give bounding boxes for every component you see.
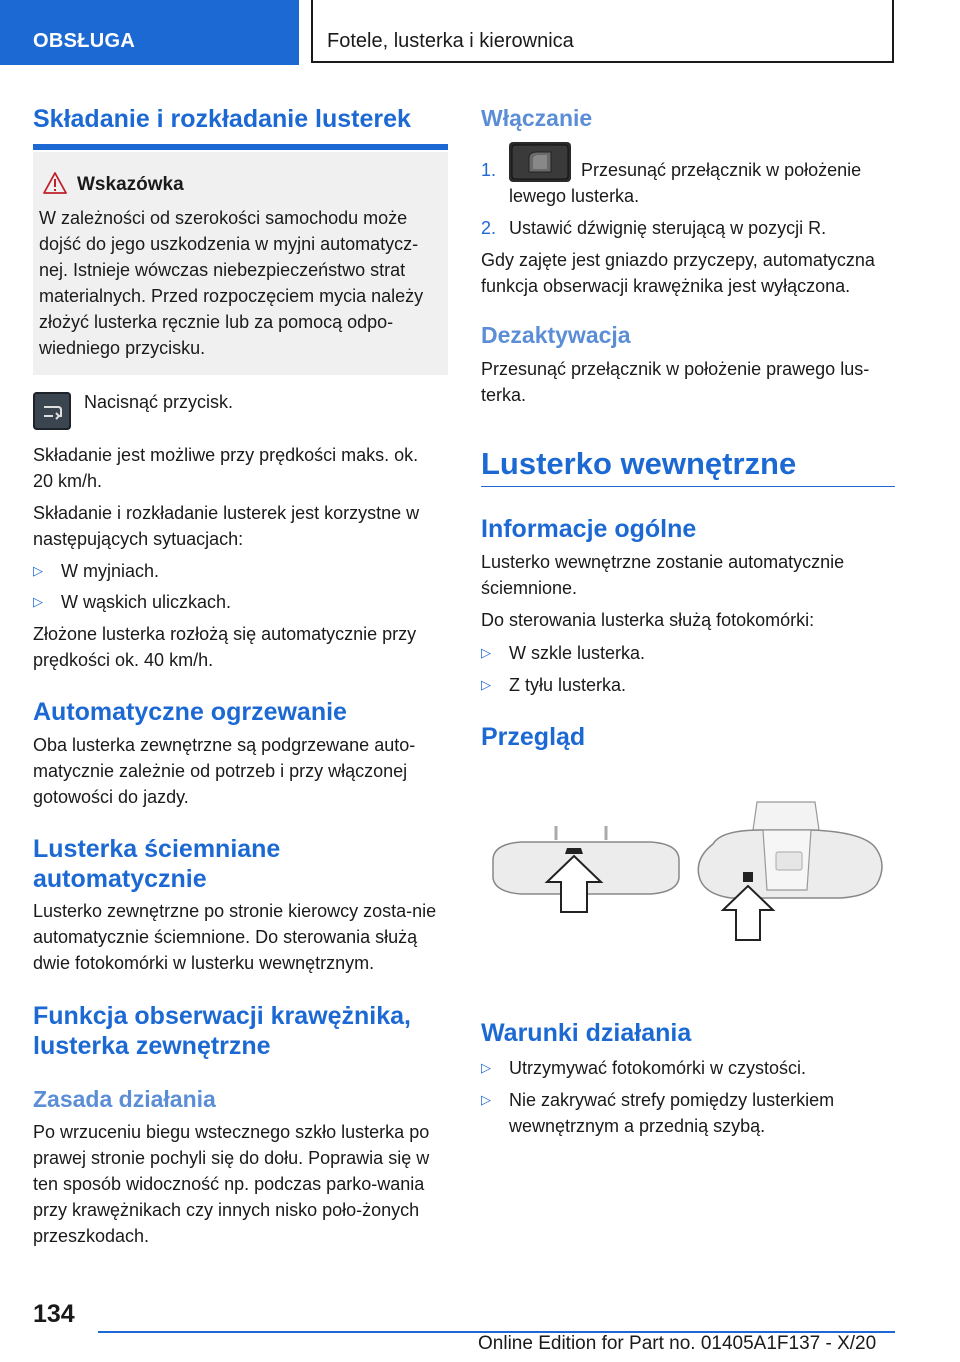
heading-rule (33, 144, 448, 150)
page-number: 134 (33, 1300, 75, 1328)
press-button-text: Nacisnąć przycisk. (84, 392, 234, 412)
section-title: OBSŁUGA (33, 30, 136, 52)
mirror-switch-icon (509, 142, 571, 182)
chapter-tab (311, 0, 894, 63)
note-box (33, 152, 448, 375)
step-1-text: Przesunąć przełącznik w położenie (581, 160, 862, 180)
heading-heating: Automatyczne ogrzewanie (33, 698, 347, 726)
heading-inner-mirror: Lusterko wewnętrzne (481, 446, 797, 481)
triangle-bullet-icon: ▷ (481, 645, 491, 660)
heading-folding: Składanie i rozkładanie lusterek (33, 105, 411, 133)
triangle-bullet-icon: ▷ (481, 1092, 491, 1107)
triangle-bullet-icon: ▷ (33, 594, 43, 609)
heating-text: Oba lusterka zewnętrzne są podgrzewane auto-matycznie zależnie od potrzeb i przy włączonej gotowości do jazdy. (33, 735, 416, 807)
triangle-bullet-icon: ▷ (481, 677, 491, 692)
heading-dimming-1: Lusterka ściemniane (33, 835, 281, 863)
chapter-title: Fotele, lusterka i kierownica (327, 30, 574, 52)
fold-useful-text: Składanie i rozkładanie lusterek jest korzystne w następujących sytuacjach: (33, 503, 420, 549)
heading-conditions: Warunki działania (481, 1019, 692, 1047)
heading-overview: Przegląd (481, 723, 586, 751)
dimming-text: Lusterko zewnętrzne po stronie kierowcy zosta-nie automatycznie ściemnione. Do sterowania służą dwie fotokomórki w lusterku wewnętrznym. (33, 901, 437, 973)
unfold-auto-text: Złożone lusterka rozłożą się automatycznie przy prędkości ok. 40 km/h. (33, 624, 417, 670)
heading-curb-1: Funkcja obserwacji krawężnika, (33, 1002, 411, 1030)
heading-curb-2: lusterka zewnętrzne (33, 1032, 271, 1060)
heading-general: Informacje ogólne (481, 515, 697, 543)
fold-speed-text: Składanie jest możliwe przy prędkości maks. ok. 20 km/h. (33, 445, 419, 491)
warning-icon (43, 171, 67, 195)
note-text: W zależności od szerokości samochodu może dojść do jego uszkodzenia w myjni automatycz-nej. Istnieje wówczas niebezpieczeństwo strat materialnych. Przed rozpoczęciem mycia należy złożyć lusterka ręcznie lub za pomocą odpo-wiedniego przycisku. (39, 208, 424, 358)
general-text: Lusterko wewnętrzne zostanie automatycznie ściemnione. (481, 552, 845, 598)
note-title: Wskazówka (77, 174, 184, 195)
heading-dimming-2: automatycznie (33, 865, 207, 893)
heading-on: Włączanie (481, 105, 593, 131)
inner-mirror-illustration (481, 800, 895, 950)
trailer-text: Gdy zajęte jest gniazdo przyczepy, automatyczna funkcja obserwacji krawężnika jest wyłączona. (481, 250, 875, 296)
step-1-text-cont: lewego lusterka. (509, 186, 640, 206)
heading-principle: Zasada działania (33, 1086, 216, 1112)
control-text: Do sterowania lusterka służą fotokomórki: (481, 610, 815, 630)
section-tab (0, 0, 299, 65)
triangle-bullet-icon: ▷ (481, 1060, 491, 1075)
triangle-bullet-icon: ▷ (33, 563, 43, 578)
principle-text: Po wrzuceniu biegu wstecznego szkło lusterka po prawej stronie pochyli się do dołu. Poprawia się w ten sposób widoczność np. podczas parko-wania przy krawężnikach czy innych nisko poło-żonych przeszkodach. (33, 1122, 430, 1246)
off-text: Przesunąć przełącznik w położenie prawego lus-terka. (481, 359, 870, 405)
footer-edition: Online Edition for Part no. 01405A1F137 - X/20 (478, 1333, 877, 1354)
fold-button-icon (33, 392, 71, 430)
heading-off: Dezaktywacja (481, 322, 631, 348)
heading-rule (481, 486, 895, 487)
